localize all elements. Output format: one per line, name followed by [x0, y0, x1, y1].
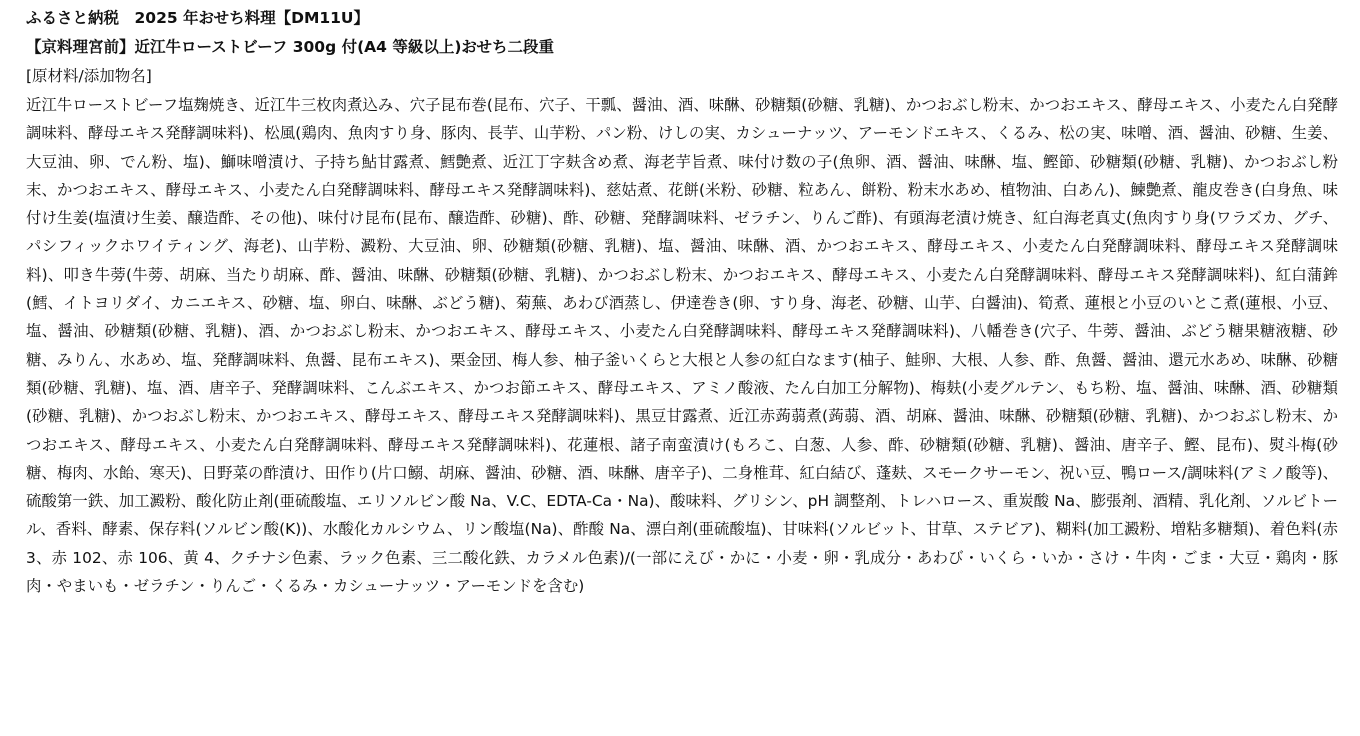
product-name: 【京料理宮前】近江牛ローストビーフ 300g 付(A4 等級以上)おせち二段重 — [26, 38, 554, 56]
ingredients-label: [原材料/添加物名] — [26, 67, 152, 85]
document-title: ふるさと納税 2025 年おせち料理【DM11U】 — [26, 9, 370, 27]
ingredients-text: 近江牛ローストビーフ塩麹焼き、近江牛三枚肉煮込み、穴子昆布巻(昆布、穴子、干瓢、醤油、酒、味醂、砂糖類(砂糖、乳糖)、かつおぶし粉末、かつおエキス、酵母エキス、小麦たん白発酵調味料、酵母エキス発酵調味料)、松風(鶏肉、魚肉すり身、豚肉、長芋、山芋粉、パン粉、けしの実、カシューナッツ、アーモンドエキス、くるみ、松の実、味噌、酒、醤油、砂糖、生姜、大豆油、卵、でん粉、塩)、鰤味噌漬け、子持ち鮎甘露煮、鱈艶煮、近江丁字麸含め煮、海老芋旨煮、味付け数の子(魚卵、酒、醤油、味醂、塩、鰹節、砂糖類(砂糖、乳糖)、かつおぶし粉末、かつおエキス、酵母エキス、小麦たん白発酵調味料、酵母エキス発酵調味料)、慈姑煮、花餅(米粉、砂糖、粒あん、餅粉、粉末水あめ、植物油、白あん)、鰊艶煮、龍皮巻き(白身魚、味付け生姜(塩漬け生姜、醸造酢、その他)、味付け昆布(昆布、醸造酢、砂糖)、酢、砂糖、発酵調味料、ゼラチン、りんご酢)、有頭海老漬け焼き、紅白海老真丈(魚肉すり身(ワラズカ、グチ、パシフィックホワイティング、海老)、山芋粉、澱粉、大豆油、卵、砂糖類(砂糖、乳糖)、塩、醤油、味醂、酒、かつおエキス、酵母エキス、小麦たん白発酵調味料、酵母エキス発酵調味料)、叩き牛蒡(牛蒡、胡麻、当たり胡麻、酢、醤油、味醂、砂糖類(砂糖、乳糖)、かつおぶし粉末、かつおエキス、酵母エキス、小麦たん白発酵調味料、酵母エキス発酵調味料)、紅白蒲鉾(鱈、イトヨリダイ、カニエキス、砂糖、塩、卵白、味醂、ぶどう糖)、菊蕪、あわび酒蒸し、伊達巻き(卵、すり身、海老、砂糖、山芋、白醤油)、筍煮、蓮根と小豆のいとこ煮(蓮根、小豆、塩、醤油、砂糖類(砂糖、乳糖)、酒、かつおぶし粉末、かつおエキス、酵母エキス、小麦たん白発酵調味料、酵母エキス発酵調味料)、八幡巻き(穴子、牛蒡、醤油、ぶどう糖果糖液糖、砂糖、みりん、水あめ、塩、発酵調味料、魚醤、昆布エキス)、栗金団、梅人参、柚子釜いくらと大根と人参の紅白なます(柚子、鮭卵、大根、人参、酢、魚醤、醤油、還元水あめ、味醂、砂糖類(砂糖、乳糖)、塩、酒、唐辛子、発酵調味料、こんぶエキス、かつお節エキス、酵母エキス、アミノ酸液、たん白加工分解物)、梅麸(小麦グルテン、もち粉、塩、醤油、味醂、酒、砂糖類(砂糖、乳糖)、かつおぶし粉末、かつおエキス、酵母エキス、酵母エキス発酵調味料)、黒豆甘露煮、近江赤蒟蒻煮(蒟蒻、酒、胡麻、醤油、味醂、砂糖類(砂糖、乳糖)、かつおぶし粉末、かつおエキス、酵母エキス、小麦たん白発酵調味料、酵母エキス発酵調味料)、花蓮根、諸子南蛮漬け(もろこ、白葱、人参、酢、砂糖類(砂糖、乳糖)、醤油、唐辛子、鰹、昆布)、熨斗梅(砂糖、梅肉、水飴、寒天)、日野菜の酢漬け、田作り(片口鰯、胡麻、醤油、砂糖、酒、味醂、唐辛子)、二身椎茸、紅白結び、蓬麸、スモークサーモン、祝い豆、鴨ロース/調味料(アミノ酸等)、硫酸第一鉄、加工澱粉、酸化防止剤(亜硫酸塩、エリソルビン酸 Na、V.C、EDTA-Ca・Na)、酸味料、グリシン、pH 調整剤、トレハロース、重炭酸 Na、膨張剤、酒精、乳化剤、ソルビトール、香料、酵素、保存料(ソルビン酸(K))、水酸化カルシウム、リン酸塩(Na)、酢酸 Na、漂白剤(亜硫酸塩)、甘味料(ソルビット、甘草、ステビア)、糊料(加工澱粉、増粘多糖類)、着色料(赤 3、赤 102、赤 106、黄 4、クチナシ色素、ラック色素、三二酸化鉄、カラメル色素)/(一部にえび・かに・小麦・卵・乳成分・あわび・いくら・いか・さけ・牛肉・ごま・大豆・鶏肉・豚肉・やまいも・ゼラチン・りんご・くるみ・カシューナッツ・アーモンドを含む) — [26, 96, 1338, 596]
